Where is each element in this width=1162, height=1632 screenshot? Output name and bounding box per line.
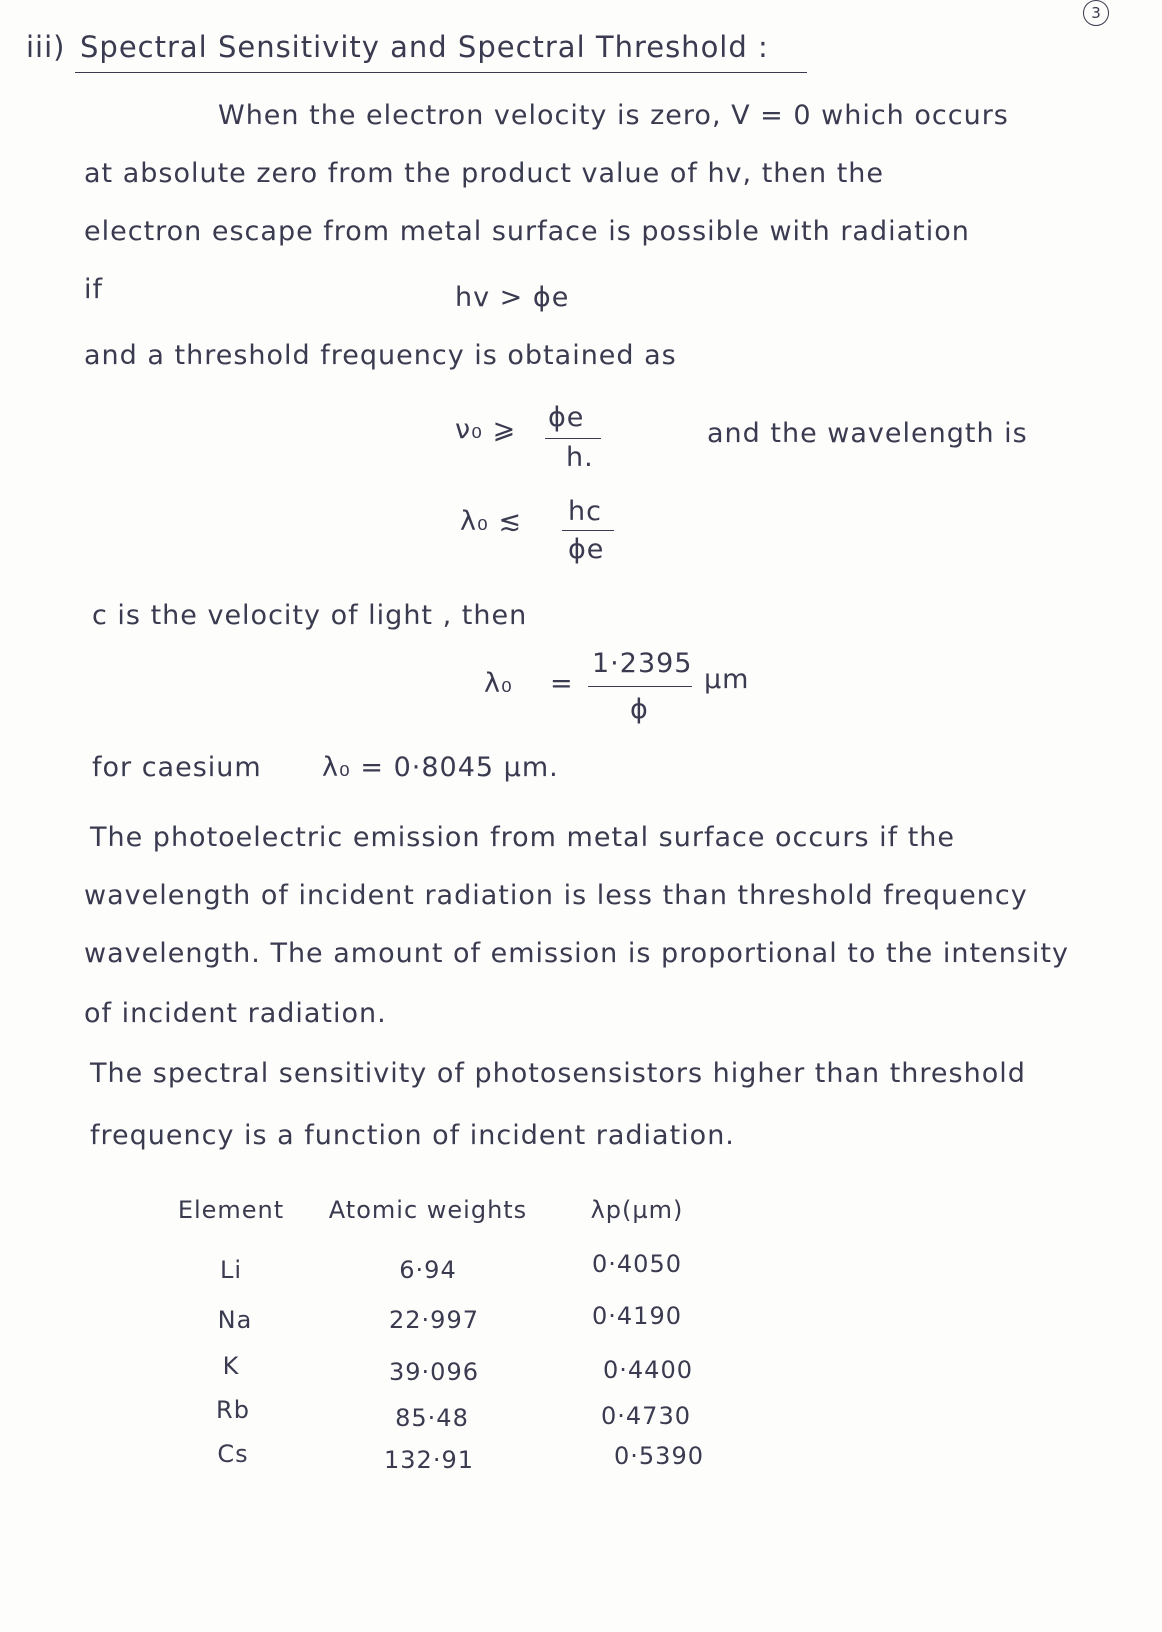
nu0-denominator: h.	[566, 442, 594, 473]
table-cell-weight: 39·096	[389, 1358, 479, 1386]
lambda0-denominator: ϕe	[568, 534, 605, 565]
paragraph2-line3: wavelength. The amount of emission is proportional to the intensity	[84, 938, 1069, 969]
wavelength-intro: and the wavelength is	[707, 418, 1028, 449]
table-cell-lambda: 0·4190	[592, 1302, 682, 1330]
paragraph2-line1: The photoelectric emission from metal surface occurs if the	[90, 822, 956, 853]
table-cell-element: Cs	[217, 1440, 249, 1468]
page-number: 3	[1083, 0, 1109, 26]
lambda0-lhs: λ₀ ≲	[460, 506, 523, 537]
lambda0b-unit: µm	[704, 664, 750, 695]
table-header: λp(µm)	[590, 1196, 684, 1224]
table-cell-element: Li	[219, 1256, 243, 1284]
table-cell-weight: 85·48	[395, 1404, 469, 1432]
table-header: Atomic weights	[328, 1196, 528, 1224]
paragraph3-line1: The spectral sensitivity of photosensistors higher than threshold	[90, 1058, 1026, 1089]
paragraph3-line2: frequency is a function of incident radiation.	[90, 1120, 735, 1151]
paragraph1-line4-prefix: if	[84, 274, 104, 305]
table-cell-element: Na	[217, 1306, 253, 1334]
table-cell-element: Rb	[216, 1396, 250, 1424]
nu0-numerator: ϕe	[548, 402, 585, 433]
table-cell-lambda: 0·4400	[603, 1356, 693, 1384]
paragraph1-line3: electron escape from metal surface is possible with radiation	[84, 216, 970, 247]
lambda0b-numerator: 1·2395	[592, 648, 693, 679]
lambda0b-fraction-line	[588, 686, 692, 687]
table-cell-weight: 132·91	[384, 1446, 474, 1474]
threshold-intro: and a threshold frequency is obtained as	[84, 340, 677, 371]
table-header: Element	[177, 1196, 285, 1224]
heading-number: iii)	[26, 30, 66, 64]
lambda0-fraction-line	[562, 530, 614, 531]
table-cell-lambda: 0·5390	[614, 1442, 704, 1470]
table-cell-lambda: 0·4730	[601, 1402, 691, 1430]
lambda0b-denominator: ϕ	[630, 694, 649, 725]
caesium-value: λ₀ = 0·8045 µm.	[322, 752, 559, 783]
table-cell-lambda: 0·4050	[592, 1250, 682, 1278]
paragraph1-line2: at absolute zero from the product value of hv, then the	[84, 158, 885, 189]
nu0-lhs: ν₀ ⩾	[455, 414, 517, 445]
condition-equation: hv > ϕe	[455, 282, 570, 313]
paragraph2-line2: wavelength of incident radiation is less than threshold frequency	[84, 880, 1028, 911]
lambda0b-equals: =	[550, 668, 574, 699]
c-definition-line: c is the velocity of light , then	[92, 600, 528, 631]
table-cell-weight: 6·94	[399, 1256, 457, 1284]
table-cell-weight: 22·997	[389, 1306, 479, 1334]
heading-underline	[75, 72, 807, 73]
paragraph1-line1: When the electron velocity is zero, V = 0 which occurs	[218, 100, 1009, 131]
lambda0b-lhs: λ₀	[484, 668, 513, 699]
nu0-fraction-line	[545, 438, 601, 439]
page-title: Spectral Sensitivity and Spectral Threshold :	[80, 30, 769, 64]
table-cell-element: K	[222, 1352, 240, 1380]
caesium-label: for caesium	[92, 752, 262, 783]
lambda0-numerator: hc	[568, 496, 602, 527]
paragraph2-line4: of incident radiation.	[84, 998, 387, 1029]
